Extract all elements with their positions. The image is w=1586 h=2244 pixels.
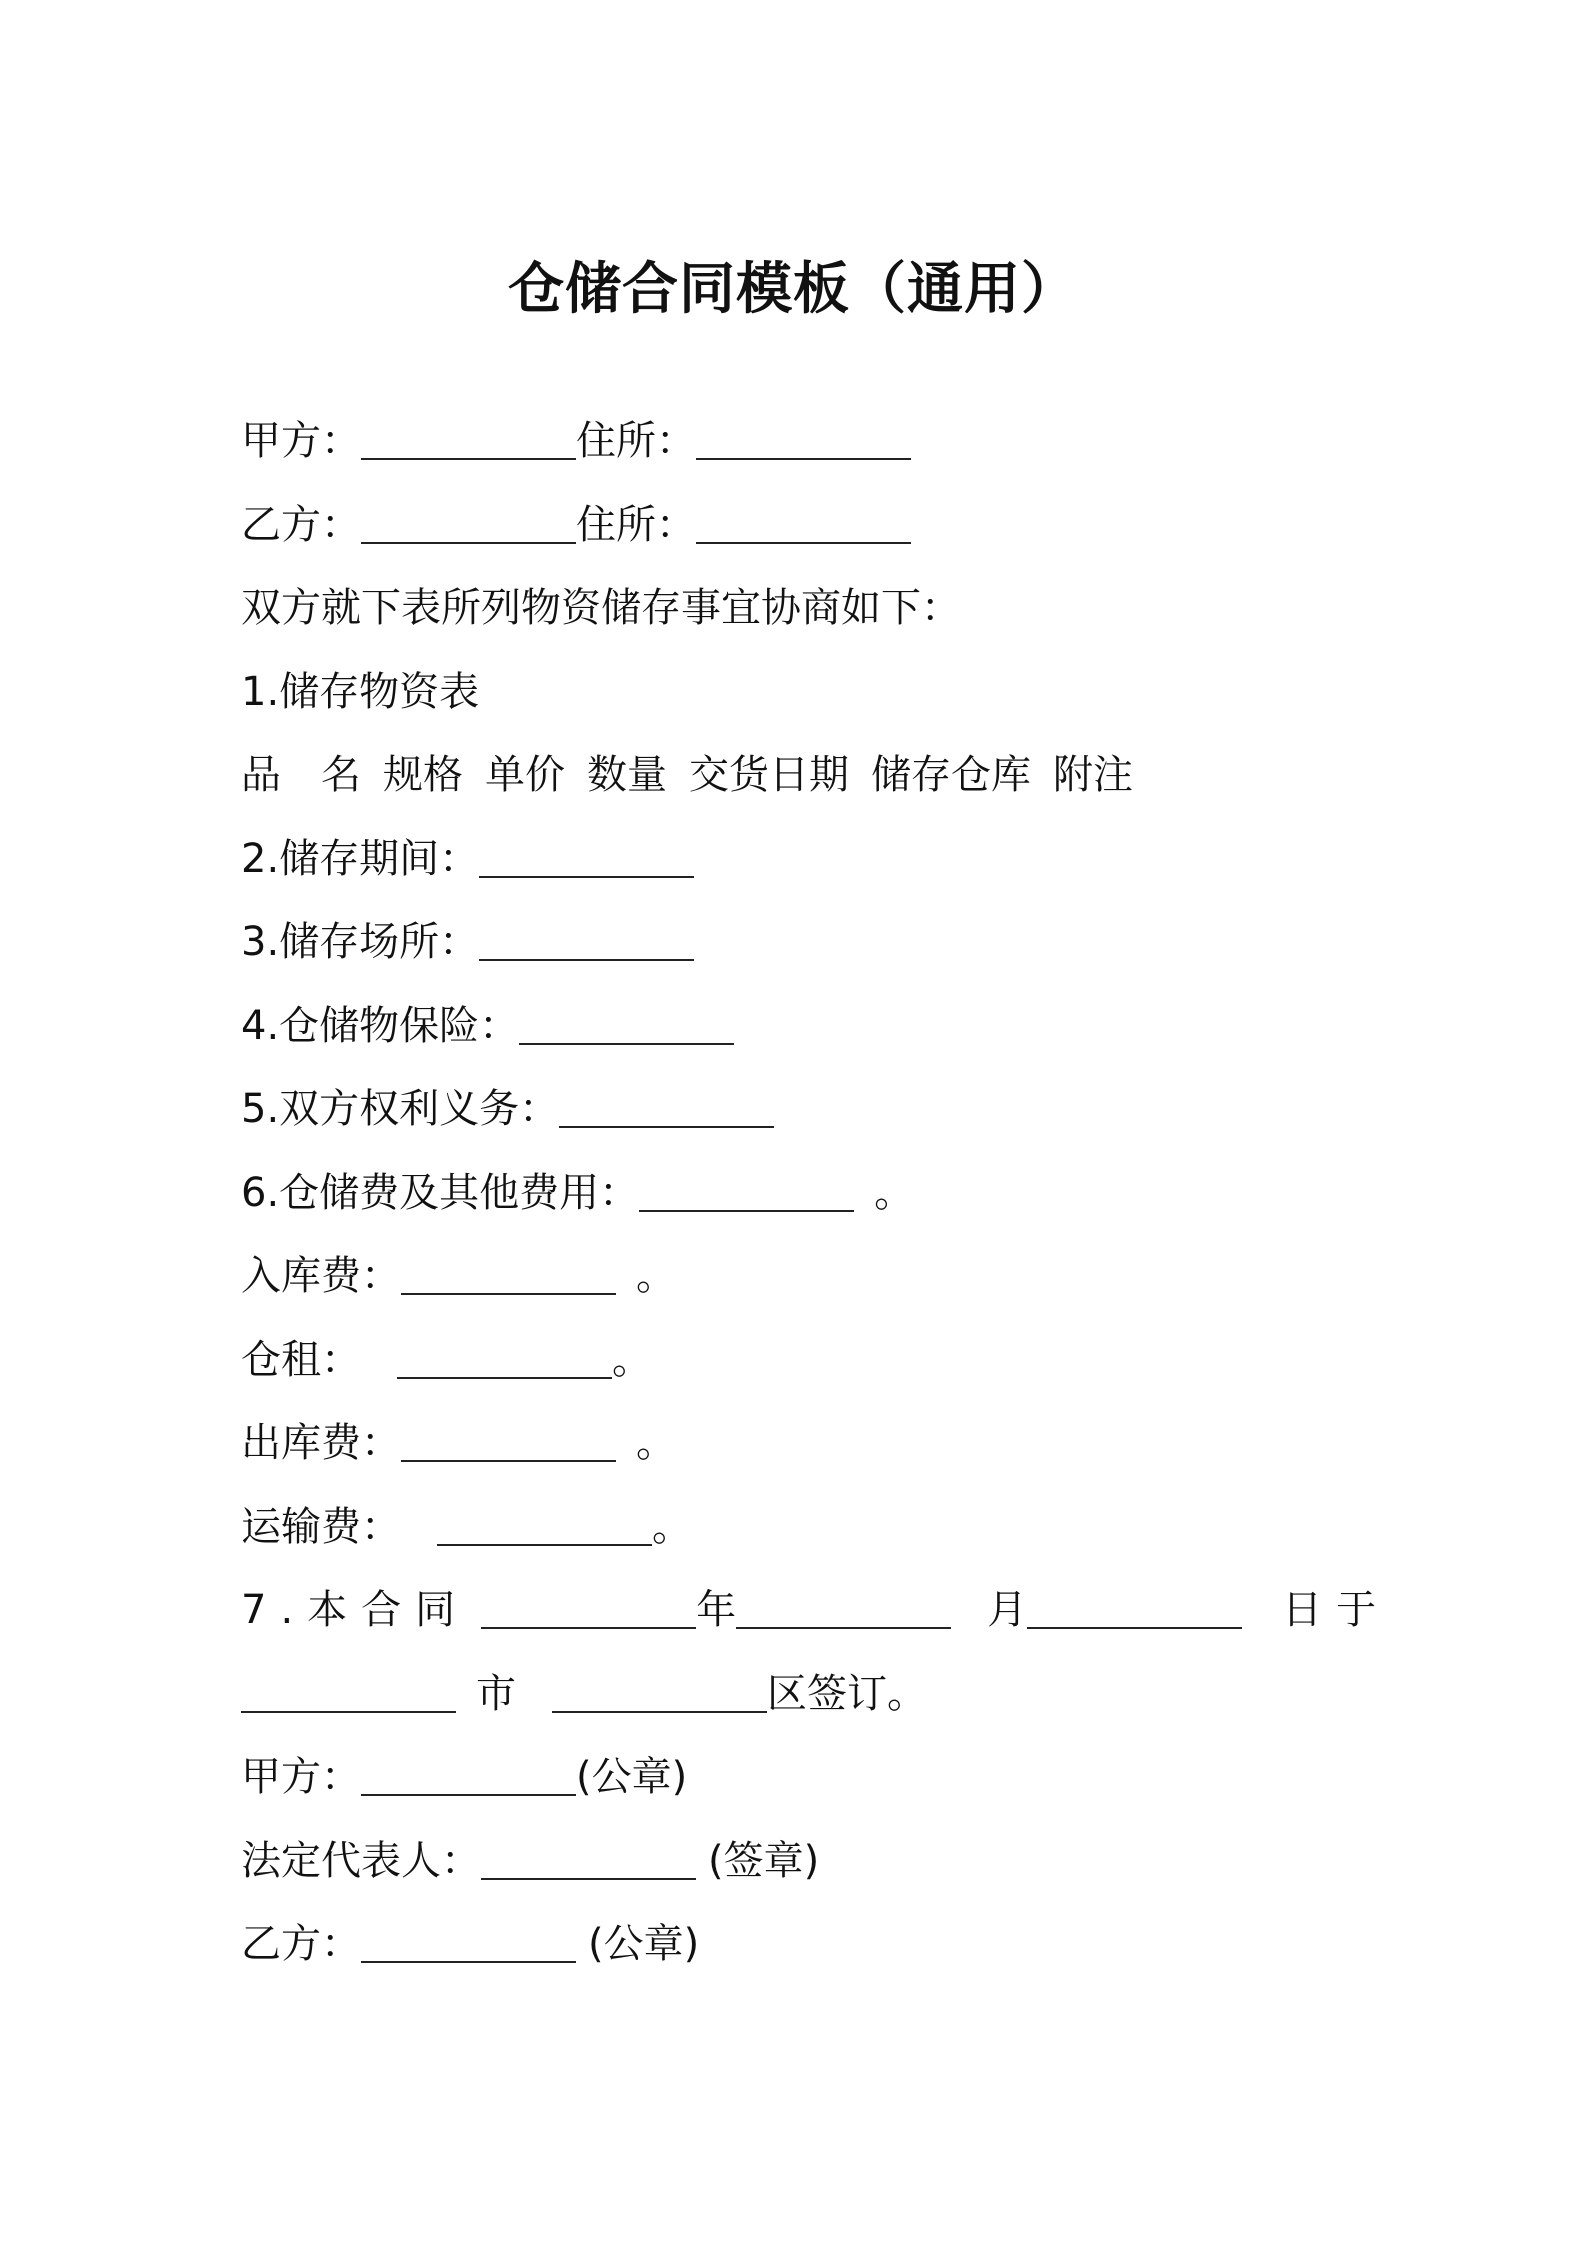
party-b-line [241, 484, 1351, 568]
party-b-label: 乙方： [241, 501, 361, 548]
table-header-warehouse: 储存仓库 [871, 752, 1031, 798]
section-6-label: 6.仓储费及其他费用： [241, 1169, 640, 1216]
sign-district-blank[interactable] [552, 1663, 767, 1713]
section-7-place-line [241, 1653, 1351, 1737]
legal-rep-seal: (签章) [708, 1837, 820, 1884]
party-a-address-blank[interactable] [696, 410, 911, 460]
section-5-line [241, 1068, 1351, 1152]
rent-line [241, 1319, 1351, 1403]
rent-blank[interactable] [397, 1329, 612, 1379]
month-label: 月 [987, 1587, 1028, 1633]
table-header-quantity: 数量 [587, 752, 667, 798]
party-b-name-blank[interactable] [361, 494, 576, 544]
sign-year-blank[interactable] [481, 1579, 696, 1629]
storage-table-header [241, 734, 1351, 818]
section-7-line [241, 1569, 1391, 1653]
year-label: 年 [696, 1587, 737, 1633]
section-6-line [241, 1152, 1351, 1236]
section-5-label: 5.双方权利义务： [241, 1086, 560, 1132]
party-a-label: 甲方： [241, 418, 361, 464]
storage-fees-blank[interactable] [639, 1162, 854, 1212]
section-2-line [241, 818, 1351, 902]
inbound-fee-line [241, 1235, 1351, 1319]
day-at-label: 日于 [1282, 1587, 1391, 1633]
sign-party-a-line [241, 1736, 1351, 1820]
section-4-line [241, 985, 1351, 1069]
outbound-fee-blank[interactable] [401, 1412, 616, 1462]
sign-party-b-label: 乙方： [241, 1921, 361, 1967]
section-1-heading: 1.储存物资表 [241, 668, 480, 715]
sign-day-blank[interactable] [1027, 1579, 1242, 1629]
period-mark: 。 [652, 1503, 692, 1550]
legal-rep-label: 法定代表人： [241, 1837, 481, 1884]
storage-period-blank[interactable] [479, 828, 694, 878]
section-2-label: 2.储存期间： [241, 835, 480, 882]
transport-fee-line [241, 1486, 1351, 1570]
section-4-label: 4.仓储物保险： [241, 1002, 520, 1049]
party-b-address-blank[interactable] [696, 494, 911, 544]
party-a-name-blank[interactable] [361, 410, 576, 460]
rent-label: 仓租： [241, 1336, 361, 1383]
section-7-prefix: 7.本合同 [241, 1587, 470, 1633]
period-mark: 。 [636, 1420, 676, 1466]
party-a-address-label: 住所： [576, 418, 696, 464]
outbound-fee-line [241, 1402, 1351, 1486]
table-header-delivery-date: 交货日期 [689, 752, 849, 798]
rights-obligations-blank[interactable] [559, 1078, 774, 1128]
table-header-product-name: 品 名 [241, 752, 361, 798]
legal-rep-line [241, 1820, 1351, 1904]
section-3-line [241, 901, 1351, 985]
legal-rep-blank[interactable] [481, 1830, 696, 1880]
sign-party-b-line [241, 1903, 1351, 1987]
period-mark: 。 [874, 1169, 915, 1216]
sign-party-a-label: 甲方： [241, 1754, 361, 1800]
inbound-fee-blank[interactable] [401, 1245, 616, 1295]
table-header-unit-price: 单价 [485, 752, 565, 798]
transport-fee-blank[interactable] [437, 1496, 652, 1546]
inbound-fee-label: 入库费： [241, 1253, 401, 1299]
party-b-address-label: 住所： [576, 501, 696, 548]
table-header-spec: 规格 [383, 752, 463, 798]
sign-city-blank[interactable] [241, 1663, 456, 1713]
insurance-blank[interactable] [519, 995, 734, 1045]
sign-party-a-seal: (公章) [576, 1754, 688, 1800]
period-mark: 。 [636, 1253, 676, 1299]
city-label: 市 [476, 1670, 516, 1717]
period-mark: 。 [612, 1336, 652, 1383]
party-a-line [241, 400, 1351, 484]
sign-party-b-blank[interactable] [361, 1913, 576, 1963]
section-3-label: 3.储存场所： [241, 919, 480, 965]
outbound-fee-label: 出库费： [241, 1420, 401, 1466]
table-header-notes: 附注 [1053, 752, 1133, 798]
sign-party-a-blank[interactable] [361, 1746, 576, 1796]
district-sign-label: 区签订。 [767, 1670, 927, 1717]
sign-party-b-seal: (公章) [588, 1921, 700, 1967]
transport-fee-label: 运输费： [241, 1503, 401, 1550]
intro-line: 双方就下表所列物资储存事宜协商如下： [241, 585, 961, 631]
storage-location-blank[interactable] [479, 911, 694, 961]
document-title: 仓储合同模板（通用） [508, 257, 1078, 322]
sign-month-blank[interactable] [736, 1579, 951, 1629]
document-body [241, 400, 1391, 1987]
